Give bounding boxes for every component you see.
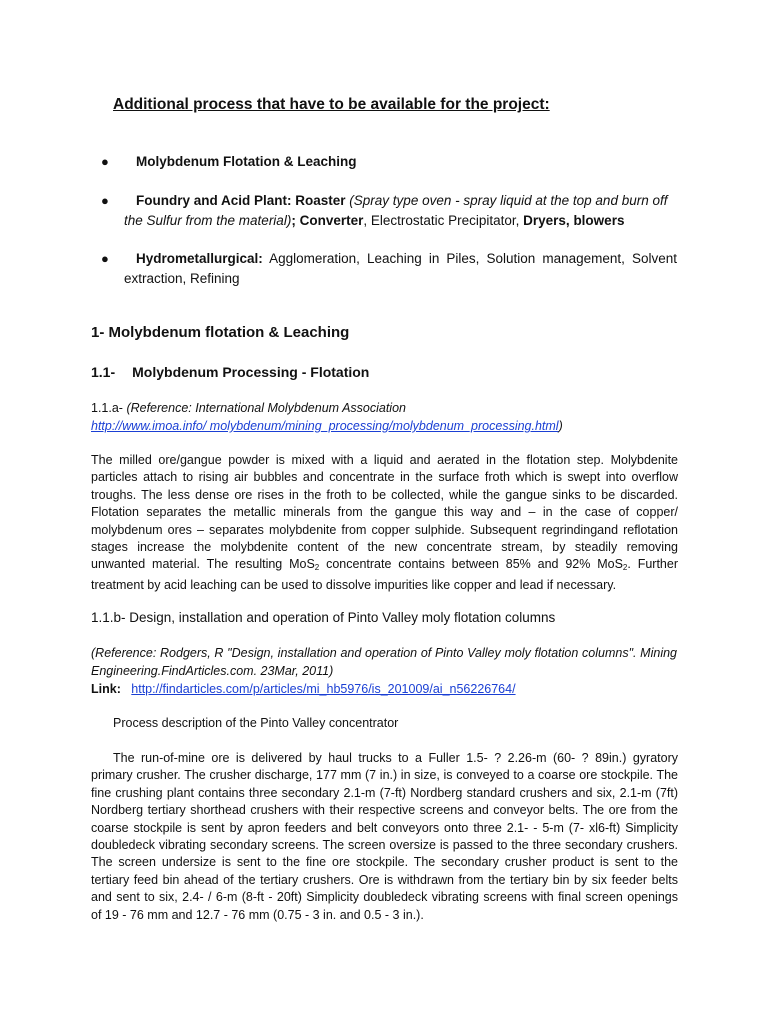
bullet-item	[136, 152, 678, 172]
paragraph-line: coarse stockpile is sent by apron feeders and belt conveyors onto three 2.1- - 5-m (7- xl6-ft) Simplicity	[91, 820, 678, 835]
paragraph-line: Nordberg tertiary shorthead crushers with their respective screens and conveyor belts. The ore from the	[91, 803, 678, 818]
link-label: Link:	[91, 682, 121, 696]
paragraph-line: primary crusher. The crusher discharge, 177 mm (7 in.) in size, is conveyed to a coarse ore stockpile. The	[91, 768, 678, 783]
paragraph-line: stages increase the molybdenite content of the new concentrate stream, by steadily removing	[91, 540, 678, 555]
page-title: Additional process that have to be available for the project:	[113, 96, 550, 113]
reference-b-link[interactable]: http://findarticles.com/p/articles/mi_hb5976/is_201009/ai_n56226764/	[131, 682, 516, 696]
paragraph-line: molybdenum ores – separates molybdenite from copper sulphide. Subsequent regrindingand reflotation	[91, 522, 678, 537]
reference-b-link-row	[91, 680, 516, 698]
subsection-heading	[91, 364, 369, 380]
bullet-item	[124, 249, 677, 288]
bullet-label: Hydrometallurgical:	[136, 251, 263, 266]
line-fragment: concentrate contains between 85% and 92% MoS	[319, 557, 623, 572]
process-paragraph	[91, 750, 678, 924]
paragraph-line: The milled ore/gangue powder is mixed with a liquid and aerated in the flotation step. Molybdenite	[91, 453, 678, 467]
paragraph-line: Flotation separates the metallic minerals from the gangue this way and – in the case of copper/	[91, 505, 678, 520]
flotation-paragraph	[91, 452, 678, 594]
paragraph-line: and sent to six, 2.4- / 6-m (8-ft - 20ft) Simplicity doubledeck vibrating screens with final screen openings	[91, 890, 678, 905]
process-heading: Process description of the Pinto Valley concentrator	[113, 716, 399, 730]
paragraph-line: The screen undersize is sent to the fine ore stockpile. The secondary crusher product is sent to the	[91, 855, 678, 870]
subscript: 2	[314, 563, 320, 573]
section-heading: 1- Molybdenum flotation & Leaching	[91, 324, 350, 341]
bullet-text: , Electrostatic Precipitator,	[363, 212, 524, 228]
paragraph-line: of 19 - 76 mm and 12.7 - 76 mm (0.75 - 3 in. and 0.5 - 3 in.).	[91, 907, 424, 922]
line-fragment: . Further	[627, 557, 678, 572]
bullet-label: Foundry and Acid Plant: Roaster	[136, 193, 346, 208]
subsection-number: 1.1-	[91, 364, 116, 380]
paragraph-line: The run-of-mine ore is delivered by haul trucks to a Fuller 1.5- ? 2.26-m (60- ? 89in.) gyratory	[113, 751, 678, 765]
bullet-text: Molybdenum Flotation & Leaching	[136, 154, 357, 169]
bullet-term: ; Converter	[291, 212, 364, 228]
reference-suffix: )	[558, 419, 563, 433]
reference-text: (Reference: International Molybdenum Association	[126, 401, 406, 415]
subsection-b-heading: 1.1.b- Design, installation and operation of Pinto Valley moly flotation columns	[91, 610, 556, 625]
bullet-term: Dryers, blowers	[523, 212, 625, 228]
subsection-title: Molybdenum Processing - Flotation	[132, 364, 370, 380]
paragraph-line: doubledeck vibrating secondary screens. The screen oversize is passed to the three secondary crushers.	[91, 838, 678, 853]
reference-link[interactable]: http://www.imoa.info/ molybdenum/mining_processing/molybdenum_processing.html	[91, 419, 559, 433]
paragraph-line: treatment by acid leaching can be used to dissolve impurities like copper and lead if necessary.	[91, 577, 617, 592]
bullet-text: Agglomeration, Leaching in Piles, Solution management, Solvent extraction, Refining	[124, 251, 677, 286]
subscript: 2	[622, 563, 628, 573]
bullet-icon: ●	[101, 251, 109, 266]
reference-a	[91, 399, 691, 435]
bullet-icon: ●	[101, 193, 109, 208]
paragraph-line: fine crushing plant contains three secondary 2.1-m (7-ft) Nordberg standard crushers and six, 2.1-m (7ft)	[91, 785, 678, 800]
paragraph-line: particles attach to rising air bubbles and concentrate in the surface froth which is swept into overflow	[91, 470, 678, 485]
paragraph-line	[91, 556, 678, 576]
bullet-icon: ●	[101, 154, 109, 169]
bullet-item	[124, 191, 680, 230]
reference-b: (Reference: Rodgers, R "Design, installation and operation of Pinto Valley moly flotation columns". Mining Engineering.FindArticles.com. 23Mar, 2011)	[91, 646, 677, 678]
paragraph-line: tertiary feed bin ahead of the tertiary crushers. Ore is withdrawn from the tertiary bin by six feeder belts	[91, 872, 678, 887]
line-fragment: unwanted material. The resulting MoS	[91, 557, 315, 572]
reference-prefix: 1.1.a-	[91, 401, 127, 415]
paragraph-line: troughs. The less dense ore rises in the froth to be collected, while the gangue sinks to be discarded.	[91, 487, 678, 502]
bullet-note: (Spray type oven - spray liquid at the top and burn off the Sulfur from the material)	[124, 193, 668, 228]
